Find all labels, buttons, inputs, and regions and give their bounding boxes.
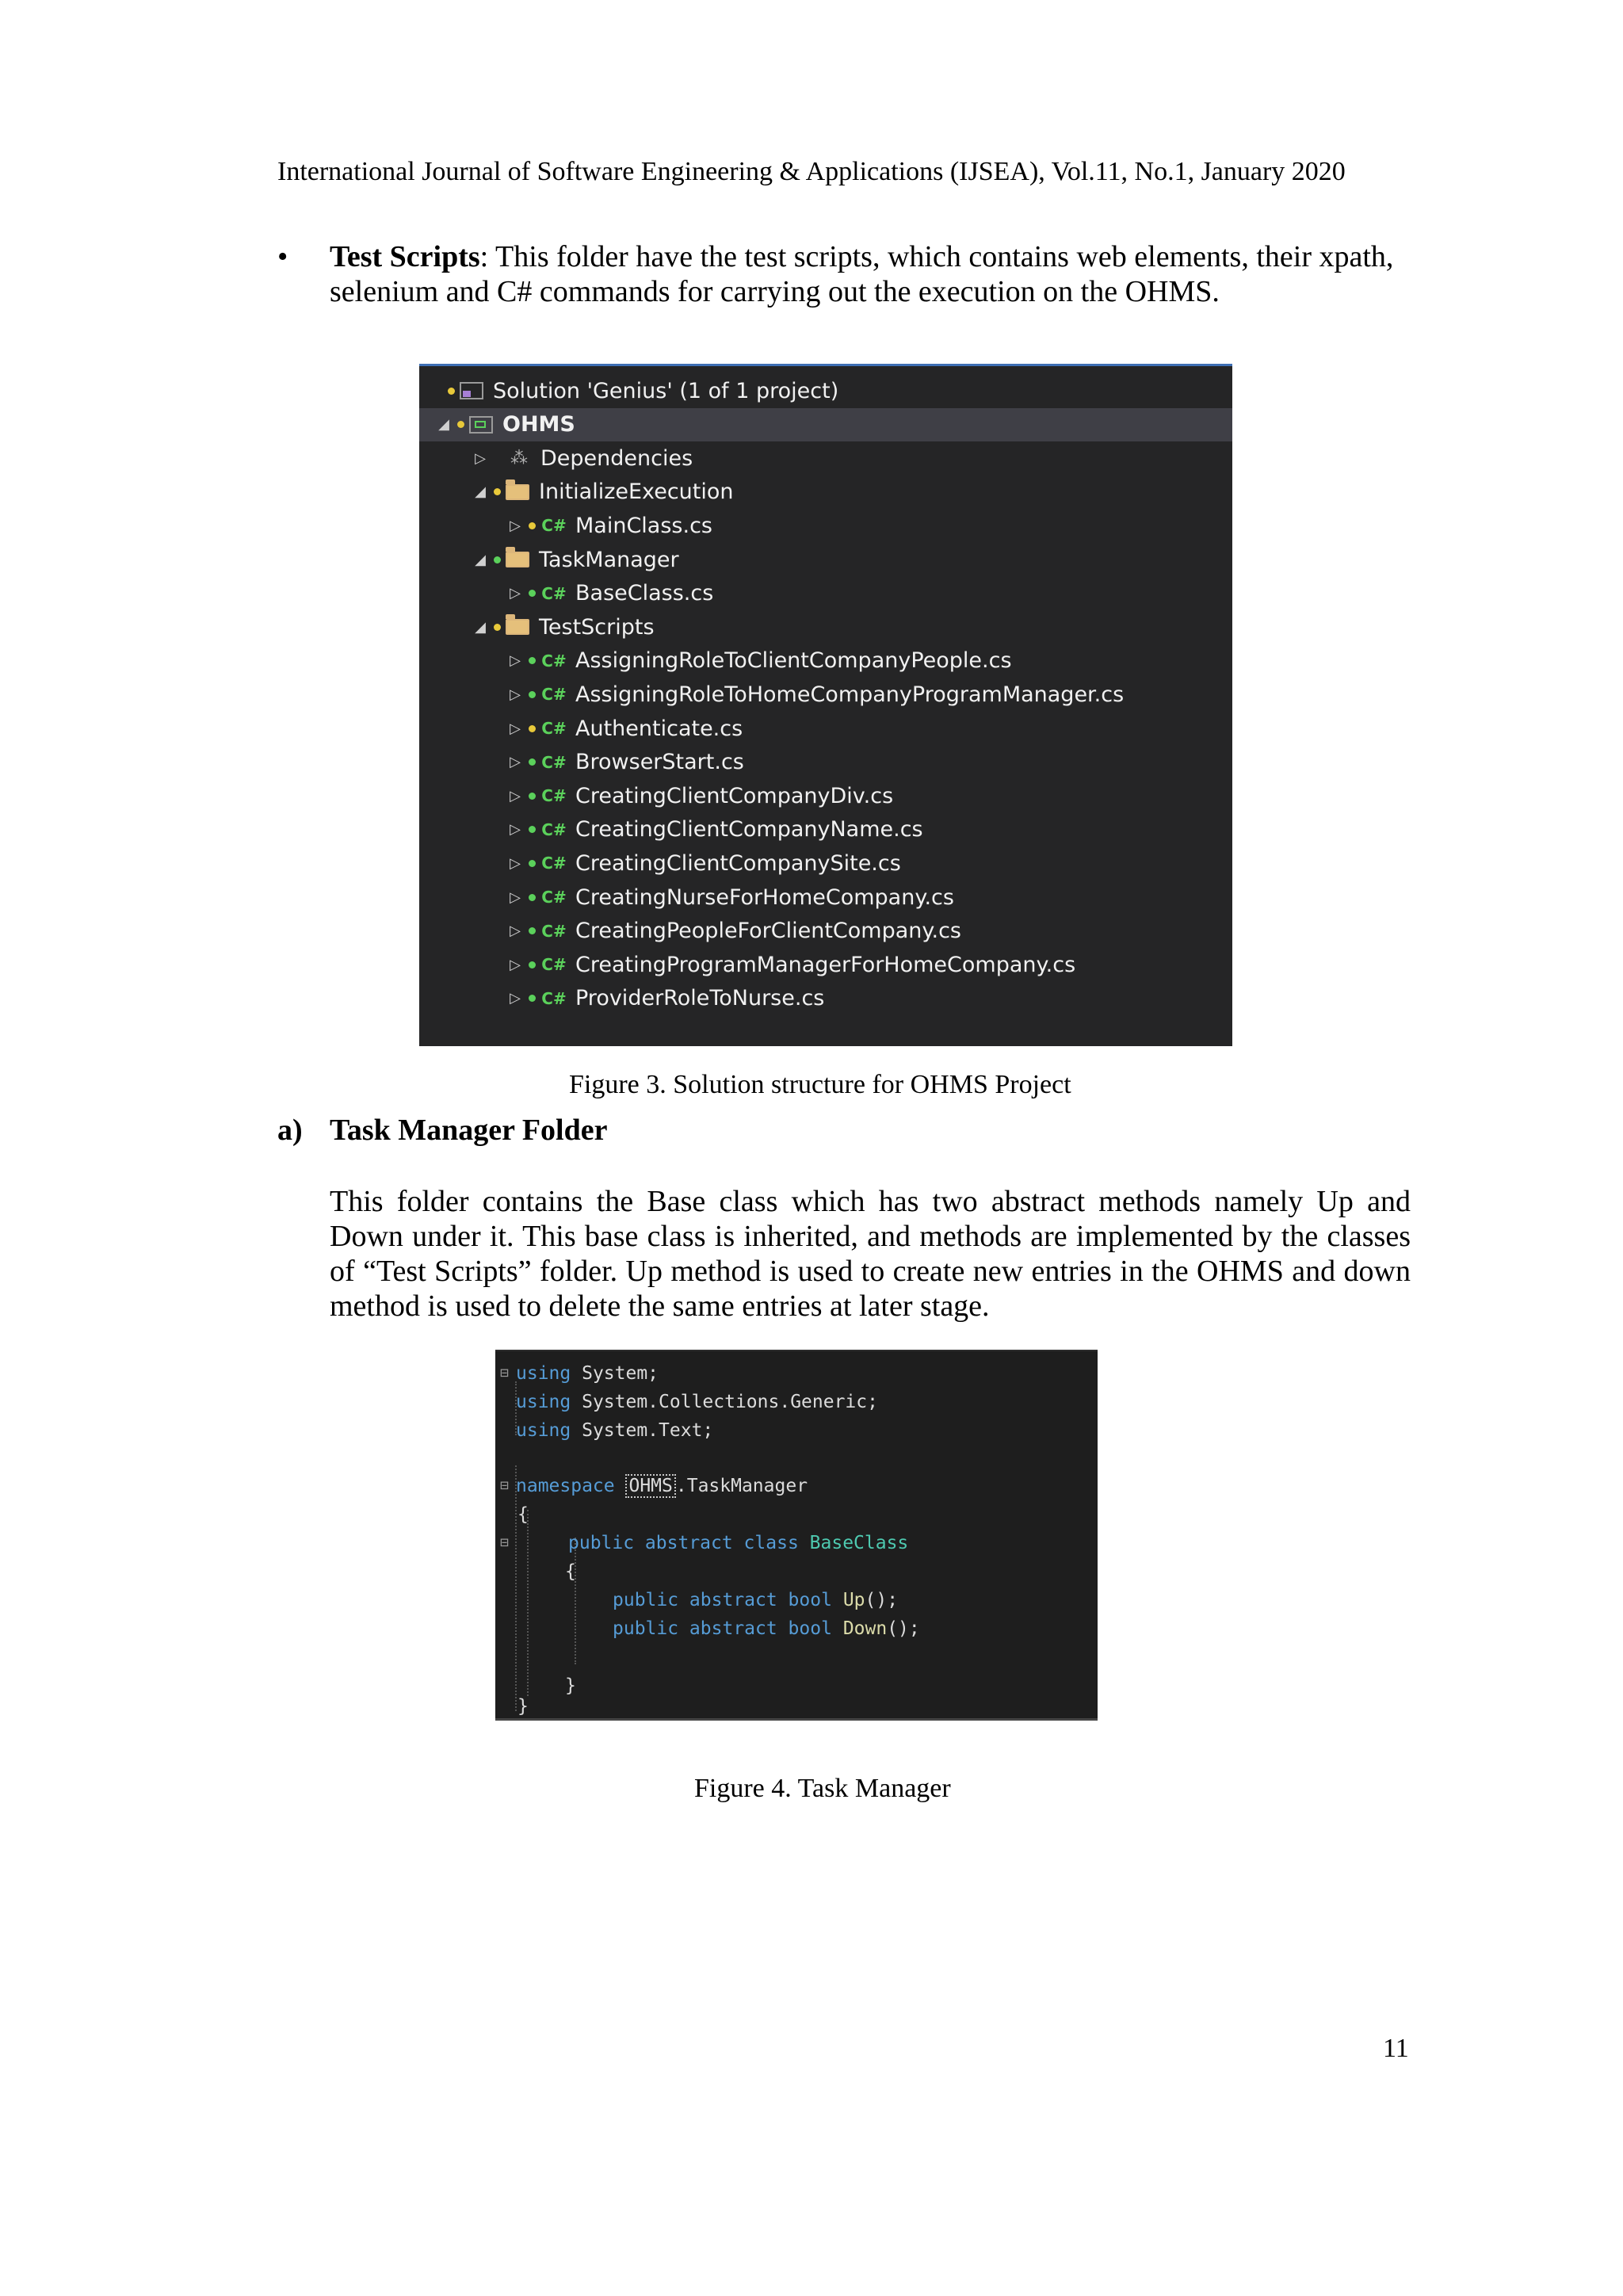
- status-dot-icon: [494, 556, 501, 563]
- collapse-icon: ⊟: [500, 1534, 509, 1551]
- code-text: }: [517, 1695, 529, 1717]
- status-dot-icon: [529, 725, 536, 732]
- status-dot-icon: [529, 522, 536, 529]
- collapse-icon: ⊟: [500, 1477, 509, 1494]
- dependencies-icon: ⁂: [510, 448, 528, 468]
- csharp-file-icon: C#: [541, 786, 567, 806]
- code-line: [517, 1500, 529, 1528]
- tree-item-label: CreatingClientCompanyName.cs: [575, 817, 923, 842]
- tree-item-label: Dependencies: [540, 445, 693, 471]
- status-dot-icon: [529, 927, 536, 934]
- status-dot-icon: [529, 826, 536, 833]
- tree-item[interactable]: [419, 577, 1232, 610]
- code-text: System.Collections.Generic;: [571, 1391, 878, 1412]
- tree-item-label: BaseClass.cs: [575, 581, 714, 606]
- project-icon: [469, 416, 493, 434]
- tree-item[interactable]: [419, 881, 1232, 914]
- namespace-highlight: OHMS: [625, 1474, 675, 1498]
- expanded-arrow-icon[interactable]: ◢: [438, 416, 449, 434]
- page-number: 11: [1383, 2034, 1409, 2063]
- collapsed-arrow-icon[interactable]: ▷: [510, 652, 521, 670]
- collapsed-arrow-icon[interactable]: ▷: [510, 517, 521, 534]
- collapsed-arrow-icon[interactable]: ▷: [475, 449, 486, 467]
- status-dot-icon: [494, 488, 501, 495]
- code-keyword: namespace: [516, 1475, 615, 1496]
- tree-item[interactable]: [419, 813, 1232, 846]
- code-keyword: public abstract bool: [613, 1589, 832, 1610]
- code-line: [516, 1388, 878, 1415]
- tree-item-label: CreatingProgramManagerForHomeCompany.cs: [575, 952, 1076, 977]
- code-line: [613, 1586, 898, 1614]
- tree-item[interactable]: [419, 846, 1232, 880]
- tree-item[interactable]: [419, 441, 1232, 475]
- status-dot-icon: [529, 758, 536, 766]
- tree-item[interactable]: [419, 476, 1232, 509]
- tree-item-label: CreatingClientCompanySite.cs: [575, 850, 901, 876]
- code-keyword: using: [516, 1419, 571, 1441]
- tree-item[interactable]: [419, 915, 1232, 948]
- bullet-dot: •: [277, 240, 288, 273]
- code-screenshot: [495, 1350, 1098, 1721]
- tree-item-label: MainClass.cs: [575, 513, 712, 538]
- tree-item-label: CreatingNurseForHomeCompany.cs: [575, 884, 954, 910]
- code-text: ();: [865, 1589, 899, 1610]
- class-name: BaseClass: [809, 1532, 909, 1553]
- collapsed-arrow-icon[interactable]: ▷: [510, 585, 521, 602]
- status-dot-icon: [529, 691, 536, 698]
- section-heading: [277, 1113, 607, 1148]
- code-text: System;: [571, 1362, 659, 1384]
- code-line: [500, 1472, 808, 1499]
- code-text: System.Text;: [571, 1419, 714, 1441]
- folder-icon: [506, 619, 529, 635]
- status-dot-icon: [529, 860, 536, 867]
- code-line: [500, 1529, 908, 1557]
- expanded-arrow-icon[interactable]: ◢: [475, 483, 486, 501]
- tree-item-label: TaskManager: [539, 547, 679, 572]
- tree-item[interactable]: [419, 712, 1232, 745]
- code-line: [516, 1416, 713, 1444]
- bullet-text: [330, 239, 1411, 309]
- tree-item-label: CreatingPeopleForClientCompany.cs: [575, 919, 962, 944]
- csharp-file-icon: C#: [541, 583, 567, 603]
- collapsed-arrow-icon[interactable]: ▷: [510, 686, 521, 703]
- code-keyword: public abstract bool: [613, 1618, 832, 1639]
- bullet-test-scripts: [277, 239, 1411, 309]
- solution-icon: [460, 382, 483, 399]
- csharp-file-icon: C#: [541, 685, 567, 705]
- tree-item[interactable]: [419, 948, 1232, 981]
- section-paragraph: This folder contains the Base class which has two abstract methods namely Up and Down under it. This base class is inherited, and methods are implemented by the classes of “Test Scripts” folder. Up method is used to create new entries in the OHMS and down method is used to delete the same entries at later stage.: [330, 1185, 1411, 1323]
- tree-item[interactable]: [419, 408, 1232, 441]
- collapsed-arrow-icon[interactable]: ▷: [510, 923, 521, 940]
- folder-icon: [506, 552, 529, 567]
- fold-guide: [515, 1465, 517, 1711]
- method-name: Up: [842, 1589, 865, 1610]
- code-text: }: [565, 1675, 576, 1696]
- code-keyword: public abstract class: [568, 1532, 799, 1553]
- tree-item[interactable]: [419, 982, 1232, 1015]
- method-name: Down: [842, 1618, 888, 1639]
- status-dot-icon: [529, 894, 536, 901]
- csharp-file-icon: C#: [541, 888, 567, 907]
- tree-item-label: AssigningRoleToClientCompanyPeople.cs: [575, 648, 1012, 674]
- section-title: Task Manager Folder: [330, 1114, 608, 1147]
- code-text: {: [517, 1503, 529, 1525]
- tree-item[interactable]: [419, 543, 1232, 576]
- tree-item-label: AssigningRoleToHomeCompanyProgramManager.cs: [575, 682, 1125, 707]
- status-dot-icon: [529, 657, 536, 664]
- status-dot-icon: [494, 624, 501, 631]
- expanded-arrow-icon[interactable]: ◢: [475, 551, 486, 568]
- tree-item[interactable]: [419, 678, 1232, 711]
- code-text: .TaskManager: [675, 1475, 808, 1496]
- tree-item-label: CreatingClientCompanyDiv.cs: [575, 783, 894, 808]
- collapsed-arrow-icon[interactable]: ▷: [510, 888, 521, 906]
- code-line: [517, 1692, 529, 1720]
- tree-item-label: BrowserStart.cs: [575, 750, 744, 775]
- expanded-arrow-icon[interactable]: ◢: [475, 618, 486, 636]
- bullet-term: Test Scripts: [330, 240, 480, 273]
- indent-guide: [575, 1538, 576, 1664]
- journal-header: International Journal of Software Engineering & Applications (IJSEA), Vol.11, No.1, January 2020: [277, 157, 1346, 186]
- csharp-file-icon: C#: [541, 854, 567, 873]
- tree-item-label: TestScripts: [539, 614, 655, 640]
- tree-item[interactable]: [419, 610, 1232, 644]
- collapsed-arrow-icon[interactable]: ▷: [510, 787, 521, 804]
- tree-item-label: OHMS: [502, 412, 575, 437]
- collapsed-arrow-icon[interactable]: ▷: [510, 720, 521, 737]
- code-line: [500, 1359, 659, 1387]
- csharp-file-icon: C#: [541, 921, 567, 941]
- tree-item[interactable]: [419, 746, 1232, 779]
- collapsed-arrow-icon[interactable]: ▷: [510, 854, 521, 872]
- code-keyword: using: [516, 1391, 571, 1412]
- tree-item-label: ProviderRoleToNurse.cs: [575, 986, 825, 1011]
- collapse-icon: ⊟: [500, 1365, 509, 1381]
- section-number: a): [277, 1114, 303, 1147]
- status-dot-icon: [529, 793, 536, 800]
- csharp-file-icon: C#: [541, 819, 567, 839]
- collapsed-arrow-icon[interactable]: ▷: [510, 956, 521, 973]
- folder-icon: [506, 484, 529, 500]
- status-dot-icon: [529, 961, 536, 968]
- csharp-file-icon: C#: [541, 516, 567, 536]
- solution-explorer-screenshot: [419, 364, 1232, 1046]
- code-line: [565, 1671, 576, 1699]
- collapsed-arrow-icon[interactable]: ▷: [510, 821, 521, 839]
- status-dot-icon: [529, 590, 536, 597]
- status-dot-icon: [529, 995, 536, 1002]
- csharp-file-icon: C#: [541, 988, 567, 1008]
- code-text: {: [565, 1561, 576, 1582]
- csharp-file-icon: C#: [541, 651, 567, 670]
- bullet-description: : This folder have the test scripts, which contains web elements, their xpath, selenium and C# commands for carrying out the execution on the OHMS.: [330, 240, 1394, 308]
- code-line: [613, 1614, 920, 1642]
- code-line: [565, 1557, 576, 1585]
- tree-item[interactable]: [419, 374, 1232, 407]
- csharp-file-icon: C#: [541, 752, 567, 772]
- tree-item-label: InitializeExecution: [539, 479, 734, 505]
- figure-3-caption: Figure 3. Solution structure for OHMS Project: [569, 1070, 1071, 1099]
- code-text: ();: [887, 1618, 920, 1639]
- tree-item[interactable]: [419, 509, 1232, 542]
- status-dot-icon: [448, 388, 455, 395]
- csharp-file-icon: C#: [541, 719, 567, 738]
- csharp-file-icon: C#: [541, 955, 567, 975]
- figure-4-caption: Figure 4. Task Manager: [694, 1774, 951, 1803]
- tree-item-label: Authenticate.cs: [575, 716, 743, 741]
- tree-item-label: Solution 'Genius' (1 of 1 project): [493, 378, 839, 403]
- status-dot-icon: [457, 421, 464, 428]
- collapsed-arrow-icon[interactable]: ▷: [510, 754, 521, 771]
- collapsed-arrow-icon[interactable]: ▷: [510, 990, 521, 1007]
- code-keyword: using: [516, 1362, 571, 1384]
- tree-item[interactable]: [419, 644, 1232, 678]
- tree-item[interactable]: [419, 779, 1232, 812]
